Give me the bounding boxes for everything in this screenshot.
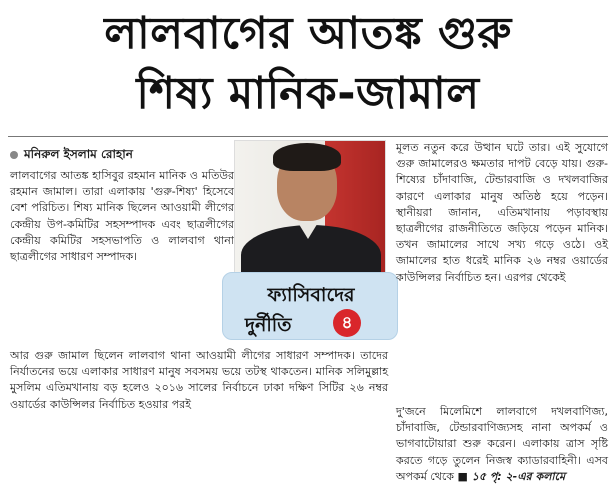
byline bbox=[10, 146, 240, 162]
headline bbox=[0, 4, 616, 124]
badge-line-1: ফ্যাসিবাদের bbox=[267, 284, 355, 306]
photo-hair bbox=[273, 143, 341, 171]
bullet-icon bbox=[10, 151, 18, 159]
continued-text: ১৫ পৃ: ২-এর কলামে bbox=[471, 469, 566, 483]
headline-line-1: লালবাগের আতঙ্ক গুরু bbox=[104, 8, 512, 59]
article-column-left-bottom: আর গুরু জামাল ছিলেন লালবাগ থানা আওয়ামী লীগের সাধারণ সম্পাদক। তাদের নির্যাতনের ভয়ে এলাকার সাধারণ মানুষ সবসময় ভয়ে তটস্থ থাকতেন। মানিক সলিমুল্লাহ মুসলিম এতিমখানায় বড় হলেও ২০১৬ সালের নির্বাচনে ঢাকা দক্ষিণ সিটির ২৬ নম্বর ওয়ার্ডের কাউন্সিলর নির্বাচিত হওয়ার পরই bbox=[10, 349, 388, 411]
headline-divider bbox=[8, 136, 608, 137]
headline-line-2: শিষ্য মানিক-জামাল bbox=[136, 68, 480, 119]
badge-line-2: দুর্নীতি bbox=[245, 314, 292, 336]
series-badge bbox=[222, 272, 398, 340]
article-column-left: লালবাগের আতঙ্ক হাসিবুর রহমান মানিক ও মতিউর রহমান জামাল। তারা এলাকায় 'গুরু-শিষ্য' হিসেবে বেশ পরিচিত। শিষ্য মানিক ছিলেন আওয়ামী লীগের কেন্দ্রীয় উপ-কমিটির সহসম্পাদক এবং ছাত্রলীগের কেন্দ্রীয় কমিটির সহসভাপতি ও লালবাগ থানা ছাত্রলীগের সাধারণ সম্পাদক। bbox=[10, 169, 234, 264]
portrait-photo bbox=[234, 140, 386, 276]
right-bottom-text: দু'জনে মিলেমিশে লালবাগে দখলবাণিজ্য, চাঁদাবাজি, টেন্ডারবাণিজ্যসহ নানা অপকর্ম ও ভাগবাটোয়ারা শুরু করেন। এলাকায় ত্রাস সৃষ্টি করতে গড়ে তুলেন নিজস্ব ক্যাডারবাহিনী। এসব অপকর্ম থেকে bbox=[396, 405, 608, 483]
article-column-right-bottom bbox=[396, 404, 608, 496]
byline-author: মনিরুল ইসলাম রোহান bbox=[24, 147, 133, 161]
article-column-right-top: মূলত নতুন করে উত্থান ঘটে তার। এই সুযোগে গুরু জামালেরও ক্ষমতার দাপট বেড়ে যায়। গুরু-শিষ্যের চাঁদাবাজি, টেন্ডারবাজি ও দখলবাজির কারণে এলাকার মানুষ অতিষ্ঠ হয়ে পড়েন। স্থানীয়রা জানান, এতিমখানায় পড়াবস্থায় ছাত্রলীগের রাজনীতিতে জড়িয়ে পড়েন মানিক। তখন জামালের সাথে সখ্য গড়ে ওঠে। ওই জামালের হাত ধরেই মানিক ২৬ নম্বর ওয়ার্ডের কাউন্সিলর নির্বাচিত হন। এরপর থেকেই bbox=[396, 141, 608, 284]
badge-number: ৪ bbox=[333, 309, 361, 337]
continued-marker: ■ ১৫ পৃ: ২-এর কলামে bbox=[457, 469, 566, 483]
